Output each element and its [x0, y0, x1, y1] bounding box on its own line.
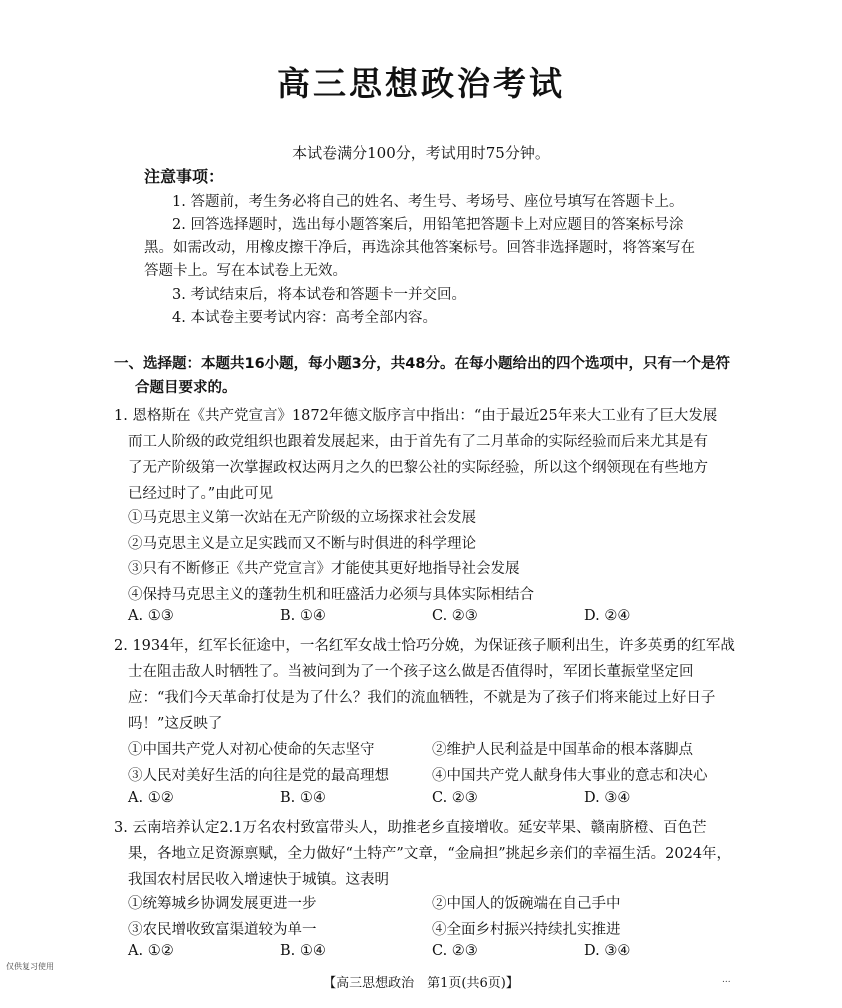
q3-option-c: C. ②③ — [432, 943, 478, 959]
q1-option-c: C. ②③ — [432, 608, 478, 624]
q1-stem-line: 已经过时了。”由此可见 — [128, 486, 274, 502]
q1-stem-line: 了无产阶级第一次掌握政权达两月之久的巴黎公社的实际经验，所以这个纲领现在有些地方 — [128, 460, 708, 476]
q1-statement: ②马克思主义是立足实践而又不断与时俱进的科学理论 — [128, 536, 476, 552]
notice-line: 2. 回答选择题时，选出每小题答案后，用铅笔把答题卡上对应题目的答案标号涂 — [172, 217, 684, 233]
notice-line: 3. 考试结束后，将本试卷和答题卡一并交回。 — [172, 287, 466, 303]
notice-line: 黑。如需改动，用橡皮擦干净后，再选涂其他答案标号。回答非选择题时，将答案写在 — [144, 240, 695, 256]
section-heading: 一、选择题：本题共16小题，每小题3分，共48分。在每小题给出的四个选项中，只有一个是符 — [114, 356, 730, 372]
q1-option-a: A. ①③ — [128, 608, 174, 624]
q3-option-d: D. ③④ — [584, 943, 631, 959]
q3-statement: ③农民增收致富渠道较为单一 — [128, 922, 317, 938]
exam-meta: 本试卷满分100分，考试用时75分钟。 — [292, 144, 550, 162]
q2-option-a: A. ①② — [128, 790, 174, 806]
q1-option-d: D. ②④ — [584, 608, 631, 624]
page-title: 高三思想政治考试 — [277, 64, 565, 103]
q3-stem-line: 我国农村居民收入增速快于城镇。这表明 — [128, 872, 389, 888]
notice-line: 4. 本试卷主要考试内容：高考全部内容。 — [172, 310, 437, 326]
q2-statement: ①中国共产党人对初心使命的矢志坚守 — [128, 742, 375, 758]
page-footer: 【高三思想政治 第1页(共6页)】 — [323, 976, 519, 991]
q1-statement: ④保持马克思主义的蓬勃生机和旺盛活力必须与具体实际相结合 — [128, 587, 534, 603]
q2-statement: ④中国共产党人献身伟大事业的意志和决心 — [432, 768, 708, 784]
q1-stem-line: 而工人阶级的政党组织也跟着发展起来，由于首先有了二月革命的实际经验而后来尤其是有 — [128, 434, 708, 450]
q3-option-a: A. ①② — [128, 943, 174, 959]
q2-stem-line: 2. 1934年，红军长征途中，一名红军女战士恰巧分娩，为保证孩子顺利出生，许多英勇的红军战 — [114, 638, 735, 654]
notice-heading: 注意事项： — [144, 167, 225, 186]
q3-statement: ①统筹城乡协调发展更进一步 — [128, 896, 317, 912]
q2-option-b: B. ①④ — [280, 790, 326, 806]
q3-option-b: B. ①④ — [280, 943, 326, 959]
q2-option-d: D. ③④ — [584, 790, 631, 806]
notice-line: 1. 答题前，考生务必将自己的姓名、考生号、考场号、座位号填写在答题卡上。 — [172, 194, 684, 210]
q1-statement: ③只有不断修正《共产党宣言》才能使其更好地指导社会发展 — [128, 561, 520, 577]
q3-statement: ②中国人的饭碗端在自己手中 — [432, 896, 621, 912]
q3-statement: ④全面乡村振兴持续扎实推进 — [432, 922, 621, 938]
q1-stem-line: 1. 恩格斯在《共产党宣言》1872年德文版序言中指出：“由于最近25年来大工业有了巨大发展 — [114, 408, 718, 424]
section-heading-cont: 合题目要求的。 — [135, 380, 237, 396]
q3-stem-line: 果，各地立足资源禀赋，全力做好“土特产”文章，“金扁担”挑起乡亲们的幸福生活。2024年， — [128, 846, 732, 862]
q2-statement: ③人民对美好生活的向往是党的最高理想 — [128, 768, 389, 784]
notice-line: 答题卡上。写在本试卷上无效。 — [144, 263, 347, 279]
q3-stem-line: 3. 云南培养认定2.1万名农村致富带头人，助推老乡直接增收。延安苹果、赣南脐橙、百色芒 — [114, 820, 707, 836]
q1-option-b: B. ①④ — [280, 608, 326, 624]
q2-stem-line: 吗！”这反映了 — [128, 716, 223, 732]
q2-stem-line: 应：“我们今天革命打仗是为了什么？我们的流血牺牲，不就是为了孩子们将来能过上好日子 — [128, 690, 716, 706]
corner-mark: ... — [722, 975, 731, 985]
q1-statement: ①马克思主义第一次站在无产阶级的立场探求社会发展 — [128, 510, 476, 526]
side-note: 仅供复习使用 — [6, 962, 54, 971]
q2-statement: ②维护人民利益是中国革命的根本落脚点 — [432, 742, 693, 758]
q2-option-c: C. ②③ — [432, 790, 478, 806]
q2-stem-line: 士在阻击敌人时牺牲了。当被问到为了一个孩子这么做是否值得时，军团长董振堂坚定回 — [128, 664, 694, 680]
